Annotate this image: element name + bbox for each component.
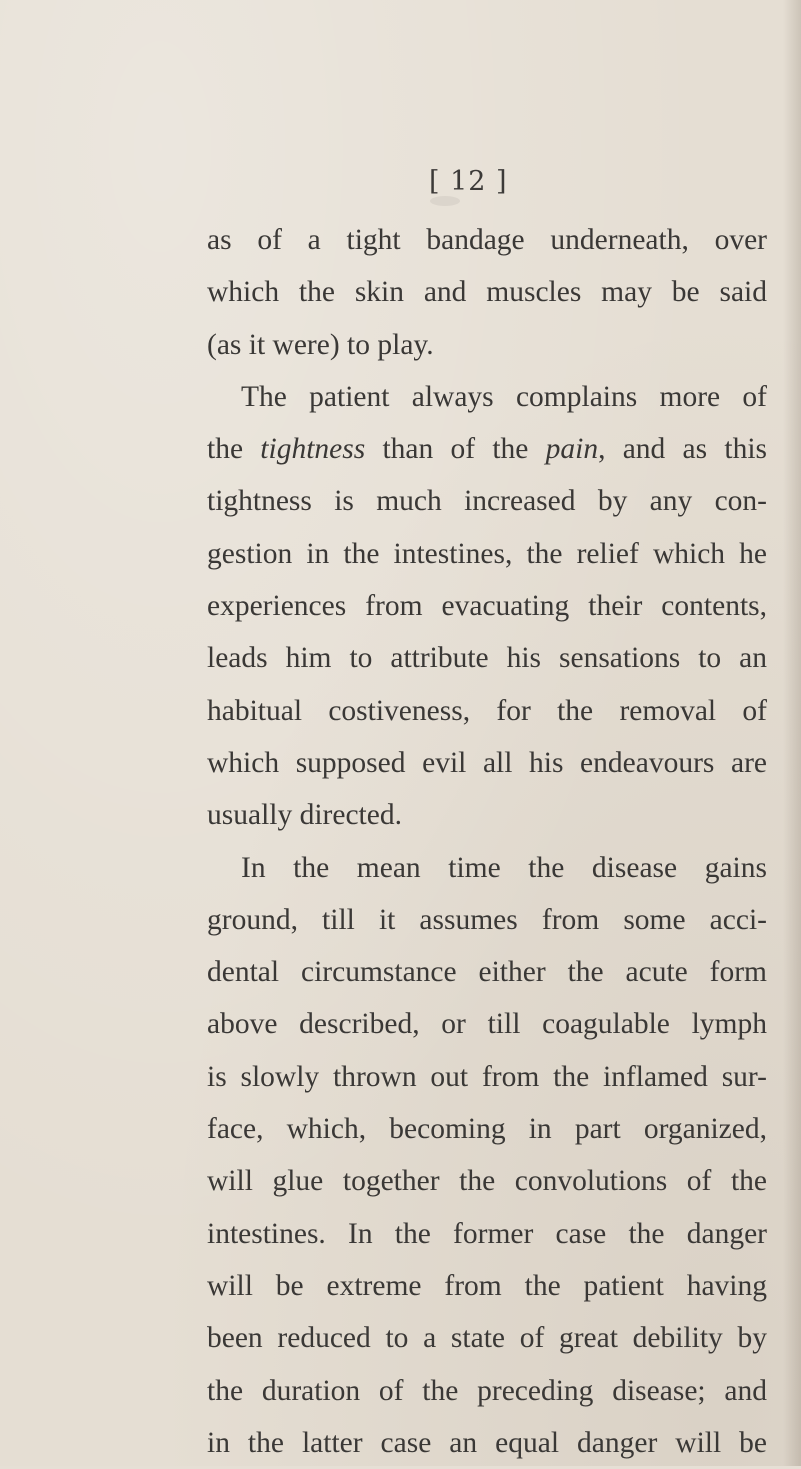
text-line: will glue together the convolutions of the: [207, 1165, 767, 1198]
text-line: usually directed.: [207, 799, 402, 832]
text-line: which the skin and muscles may be said: [207, 276, 767, 309]
text-line: is slowly thrown out from the inflamed sur-: [207, 1060, 767, 1093]
page-number: [ 12 ]: [429, 166, 508, 197]
text-line: leads him to attribute his sensations to an: [207, 642, 767, 675]
text-line: (as it were) to play.: [207, 328, 434, 361]
text-line: The patient always complains more of: [241, 380, 767, 413]
emphasis-tightness: tightness: [260, 433, 366, 466]
text-line: been reduced to a state of great debility by: [207, 1322, 767, 1355]
text-line: in the latter case an equal danger will be: [207, 1426, 767, 1459]
body-text: [207, 214, 767, 1469]
text-line: will be extreme from the patient having: [207, 1269, 767, 1302]
text-line: the duration of the preceding disease; and: [207, 1374, 767, 1407]
text-line: tightness is much increased by any con-: [207, 485, 767, 518]
text-line: as of a tight bandage underneath, over: [207, 224, 767, 256]
page-smudge: [430, 196, 460, 206]
text-line: face, which, becoming in part organized,: [207, 1113, 767, 1146]
text-line: intestines. In the former case the danger: [207, 1217, 767, 1250]
text-line: habitual costiveness, for the removal of: [207, 694, 767, 727]
emphasis-pain: pain: [545, 433, 599, 466]
text-line: above described, or till coagulable lymph: [207, 1008, 767, 1041]
text-line: dental circumstance either the acute form: [207, 956, 767, 989]
text-line: which supposed evil all his endeavours are: [207, 746, 767, 779]
text-line: the tightness than of the pain, and as this: [207, 433, 767, 466]
text-line: In the mean time the disease gains: [241, 851, 767, 884]
text-line: ground, till it assumes from some acci-: [207, 903, 767, 936]
page-edge-shadow: [783, 0, 801, 1466]
text-line: gestion in the intestines, the relief which he: [207, 537, 767, 570]
text-line: experiences from evacuating their contents,: [207, 590, 767, 623]
